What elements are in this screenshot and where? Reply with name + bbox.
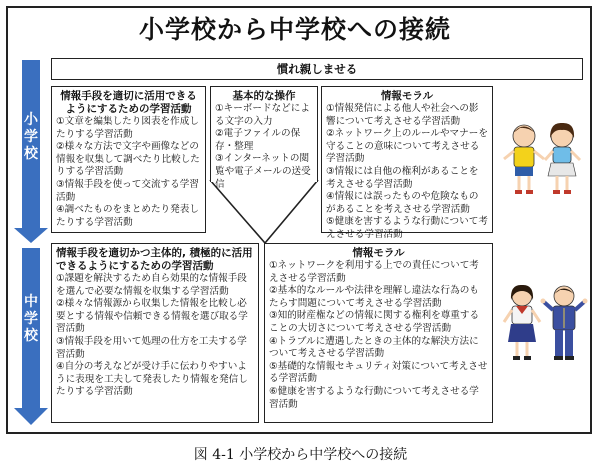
list-item: ④トラブルに遭遇したときの主体的な解決方法について考えさせる学習活動 xyxy=(269,335,479,360)
list-item: ④自分の考えなどが受け手に伝わりやすいように表現を工夫して発表したり情報を発信したりする学習活動 xyxy=(56,361,248,398)
familiarize-box xyxy=(51,58,583,80)
list-item: ⑤健康を害するような行動について考えさせる学習活動 xyxy=(326,216,488,240)
elementary-moral-heading: 情報モラル xyxy=(380,90,434,102)
list-item: ①文章を編集したり図表を作成したりする学習活動 xyxy=(56,116,199,140)
elementary-children-illustration xyxy=(498,118,588,198)
list-item: ②電子ファイルの保存・整理 xyxy=(215,128,301,152)
elementary-ict-box xyxy=(51,86,206,233)
list-item: ②様々な情報源から収集した情報を比較し必要とする情報や信頼できる情報を選び取る学習活動 xyxy=(56,298,248,335)
list-item: ④調べたものをまとめたり発表したりする学習活動 xyxy=(56,204,199,228)
list-item: ⑥健康を害するような行動について考えさせる学習活動 xyxy=(269,385,479,410)
elementary-label: 小学校 xyxy=(24,112,38,162)
list-item: ③知的財産権などの情報に関する権利を尊重することの大切さについて考えさせる学習活動 xyxy=(269,310,480,334)
basic-operation-heading: 基本的な操作 xyxy=(232,90,296,102)
basic-operation-box xyxy=(210,86,318,190)
junior-moral-box xyxy=(264,243,493,423)
junior-ict-box xyxy=(51,243,259,423)
list-item: ①ネットワークを利用する上での責任について考えさせる学習活動 xyxy=(269,260,479,284)
list-item: ③情報手段を使って交流する学習活動 xyxy=(56,178,199,203)
elementary-ict-heading: 情報手段を適切に活用できるようにするための学習活動 xyxy=(60,90,197,115)
list-item: ④情報には誤ったものや危険なものがあることを考えさせる学習活動 xyxy=(326,191,479,215)
list-item: ②ネットワーク上のルールやマナーを守ることの意味について考えさせる学習活動 xyxy=(326,128,488,165)
list-item: ①課題を解決するため自ら効果的な情報手段を選んで必要な情報を収集する学習活動 xyxy=(56,273,247,297)
list-item: ③情報手段を用いて処理の仕方を工夫する学習活動 xyxy=(56,335,247,360)
elementary-moral-box xyxy=(321,86,493,240)
list-item: ②基本的なルールや法律を理解し違法な行為のもたらす問題について考えさせる学習活動 xyxy=(269,285,479,309)
junior-ict-heading: 情報手段を適切かつ主体的, 積極的に活用できるようにするための学習活動 xyxy=(56,247,253,272)
junior-label: 中学校 xyxy=(24,294,38,344)
list-item: ①キーボードなどによる文字の入力 xyxy=(215,103,310,127)
list-item: ③インターネットの閲覧や電子メールの送受信 xyxy=(215,153,311,190)
list-item: ③情報には自他の権利があることを考えさせる学習活動 xyxy=(326,165,479,190)
familiarize-label: 慣れ親しませる xyxy=(276,62,358,76)
list-item: ⑤基礎的な情報セキュリティ対策について考えさせる学習活動 xyxy=(269,360,488,385)
figure-caption: 図 4-1 小学校から中学校への接続 xyxy=(193,447,408,463)
list-item: ②様々な方法で文字や画像などの情報を収集して調べたり比較したりする学習活動 xyxy=(56,141,200,178)
junior-students-illustration xyxy=(498,282,590,364)
list-item: ①情報発信による他人や社会への影響について考えさせる学習活動 xyxy=(326,103,479,127)
diagram-title: 小学校から中学校への接続 xyxy=(138,15,451,44)
junior-moral-heading: 情報モラル xyxy=(352,247,405,259)
